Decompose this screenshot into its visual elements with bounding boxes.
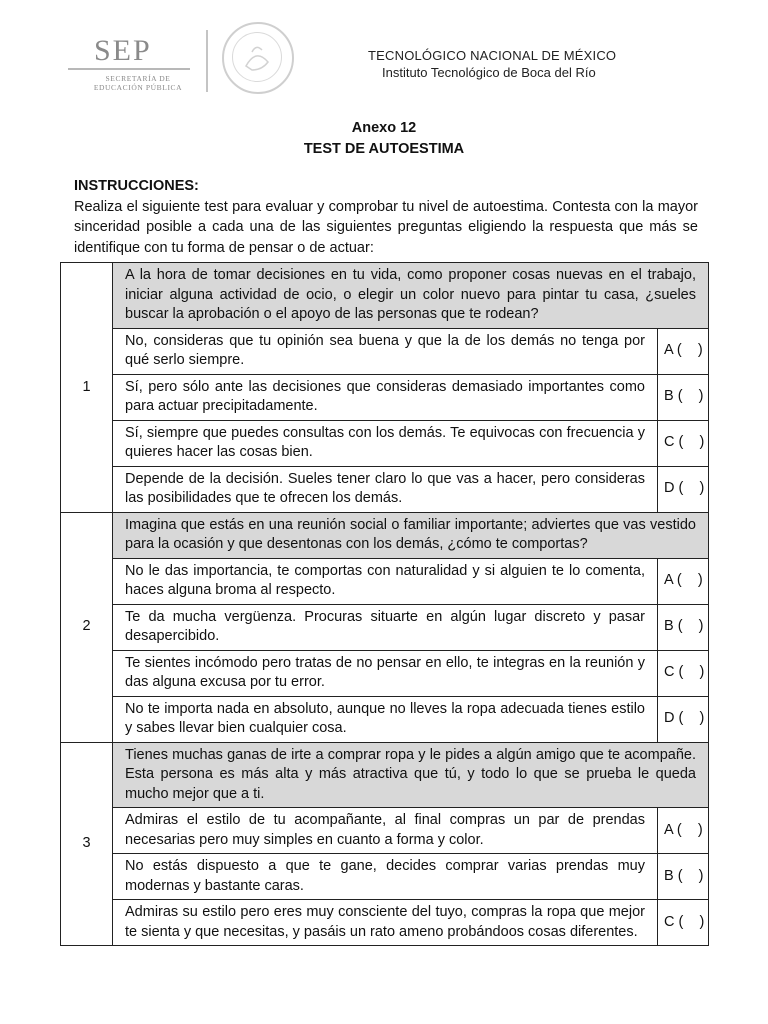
instructions: [74, 176, 698, 258]
question-number: 1: [61, 263, 113, 513]
questionnaire-table: [60, 262, 709, 946]
option-row: [61, 558, 709, 604]
test-title: TEST DE AUTOESTIMA: [303, 141, 465, 157]
option-row: [61, 696, 709, 742]
option-row: [61, 420, 709, 466]
sep-logo-rule: [68, 68, 190, 70]
answer-box[interactable]: A ( ): [658, 558, 709, 604]
answer-box[interactable]: A ( ): [658, 808, 709, 854]
institution-line-2: Instituto Tecnológico de Boca del Río: [382, 65, 596, 80]
option-row: [61, 650, 709, 696]
answer-box[interactable]: A ( ): [658, 328, 709, 374]
option-row: [61, 328, 709, 374]
document-header: [0, 0, 768, 105]
option-row: [61, 808, 709, 854]
header-divider: [206, 30, 208, 92]
option-text: No, consideras que tu opinión sea buena y que la de los demás no tenga por qué serlo siempre.: [113, 328, 658, 374]
question-row: [61, 263, 709, 329]
question-text: Imagina que estás en una reunión social o familiar importante; adviertes que vas vestido para la ocasión y que desentonas con los demás, ¿cómo te comportas?: [113, 512, 709, 558]
option-row: [61, 604, 709, 650]
question-text: A la hora de tomar decisiones en tu vida, como proponer cosas nuevas en el trabajo, iniciar alguna actividad de ocio, o elegir un color nuevo para pintar tu casa, ¿sueles buscar la aprobación o el apoyo de las personas que te rodean?: [113, 263, 709, 329]
option-text: No te importa nada en absoluto, aunque no lleves la ropa adecuada tienes estilo y sabes llevar bien cualquier cosa.: [113, 696, 658, 742]
answer-box[interactable]: D ( ): [658, 696, 709, 742]
option-text: No le das importancia, te comportas con naturalidad y si alguien te lo comenta, haces alguna broma al respecto.: [113, 558, 658, 604]
option-text: Te sientes incómodo pero tratas de no pensar en ello, te integras en la reunión y das alguna excusa por tu error.: [113, 650, 658, 696]
answer-box[interactable]: C ( ): [658, 900, 709, 946]
question-text: Tienes muchas ganas de irte a comprar ropa y le pides a algún amigo que te acompañe. Esta persona es más alta y más atractiva que tú, y todo lo que se prueba le queda mucho mejor que a ti.: [113, 742, 709, 808]
document-title: [0, 118, 768, 160]
sep-logo-text: SEP: [94, 34, 152, 67]
instructions-text: Realiza el siguiente test para evaluar y comprobar tu nivel de autoestima. Contesta con la mayor sinceridad posible a cada una de las siguientes preguntas eligiendo la respuesta que más se identifique con tu forma de pensar o de actuar:: [74, 198, 698, 256]
option-row: [61, 900, 709, 946]
option-text: Admiras su estilo pero eres muy consciente del tuyo, compras la ropa que mejor te sienta y que necesitas, y pasáis un rato ameno probándoos cosas diferentes.: [113, 900, 658, 946]
question-number: 2: [61, 512, 113, 742]
option-text: Te da mucha vergüenza. Procuras situarte en algún lugar discreto y pasar desapercibido.: [113, 604, 658, 650]
option-row: [61, 374, 709, 420]
option-text: Sí, pero sólo ante las decisiones que consideras demasiado importantes como para actuar precipitadamente.: [113, 374, 658, 420]
answer-box[interactable]: C ( ): [658, 420, 709, 466]
mexico-seal-icon: [222, 22, 294, 94]
institution-name: [368, 48, 616, 80]
answer-box[interactable]: C ( ): [658, 650, 709, 696]
question-number: 3: [61, 742, 113, 946]
annex-label: Anexo 12: [351, 120, 417, 136]
sep-logo: [68, 34, 192, 98]
answer-box[interactable]: D ( ): [658, 466, 709, 512]
answer-box[interactable]: B ( ): [658, 854, 709, 900]
option-text: No estás dispuesto a que te gane, decides comprar varias prendas muy modernas y bastante caras.: [113, 854, 658, 900]
institution-line-1: TECNOLÓGICO NACIONAL DE MÉXICO: [368, 48, 617, 63]
option-text: Admiras el estilo de tu acompañante, al final compras un par de prendas necesarias pero muy simples en cuanto a forma y color.: [113, 808, 658, 854]
instructions-heading: INSTRUCCIONES:: [74, 178, 199, 194]
question-row: [61, 742, 709, 808]
option-row: [61, 854, 709, 900]
option-row: [61, 466, 709, 512]
answer-box[interactable]: B ( ): [658, 604, 709, 650]
question-row: [61, 512, 709, 558]
option-text: Sí, siempre que puedes consultas con los demás. Te equivocas con frecuencia y quieres hacer las cosas bien.: [113, 420, 658, 466]
option-text: Depende de la decisión. Sueles tener claro lo que vas a hacer, pero consideras las posibilidades que te ofrecen los demás.: [113, 466, 658, 512]
answer-box[interactable]: B ( ): [658, 374, 709, 420]
sep-subtitle: SECRETARÍA DE EDUCACIÓN PÚBLICA: [93, 74, 183, 92]
